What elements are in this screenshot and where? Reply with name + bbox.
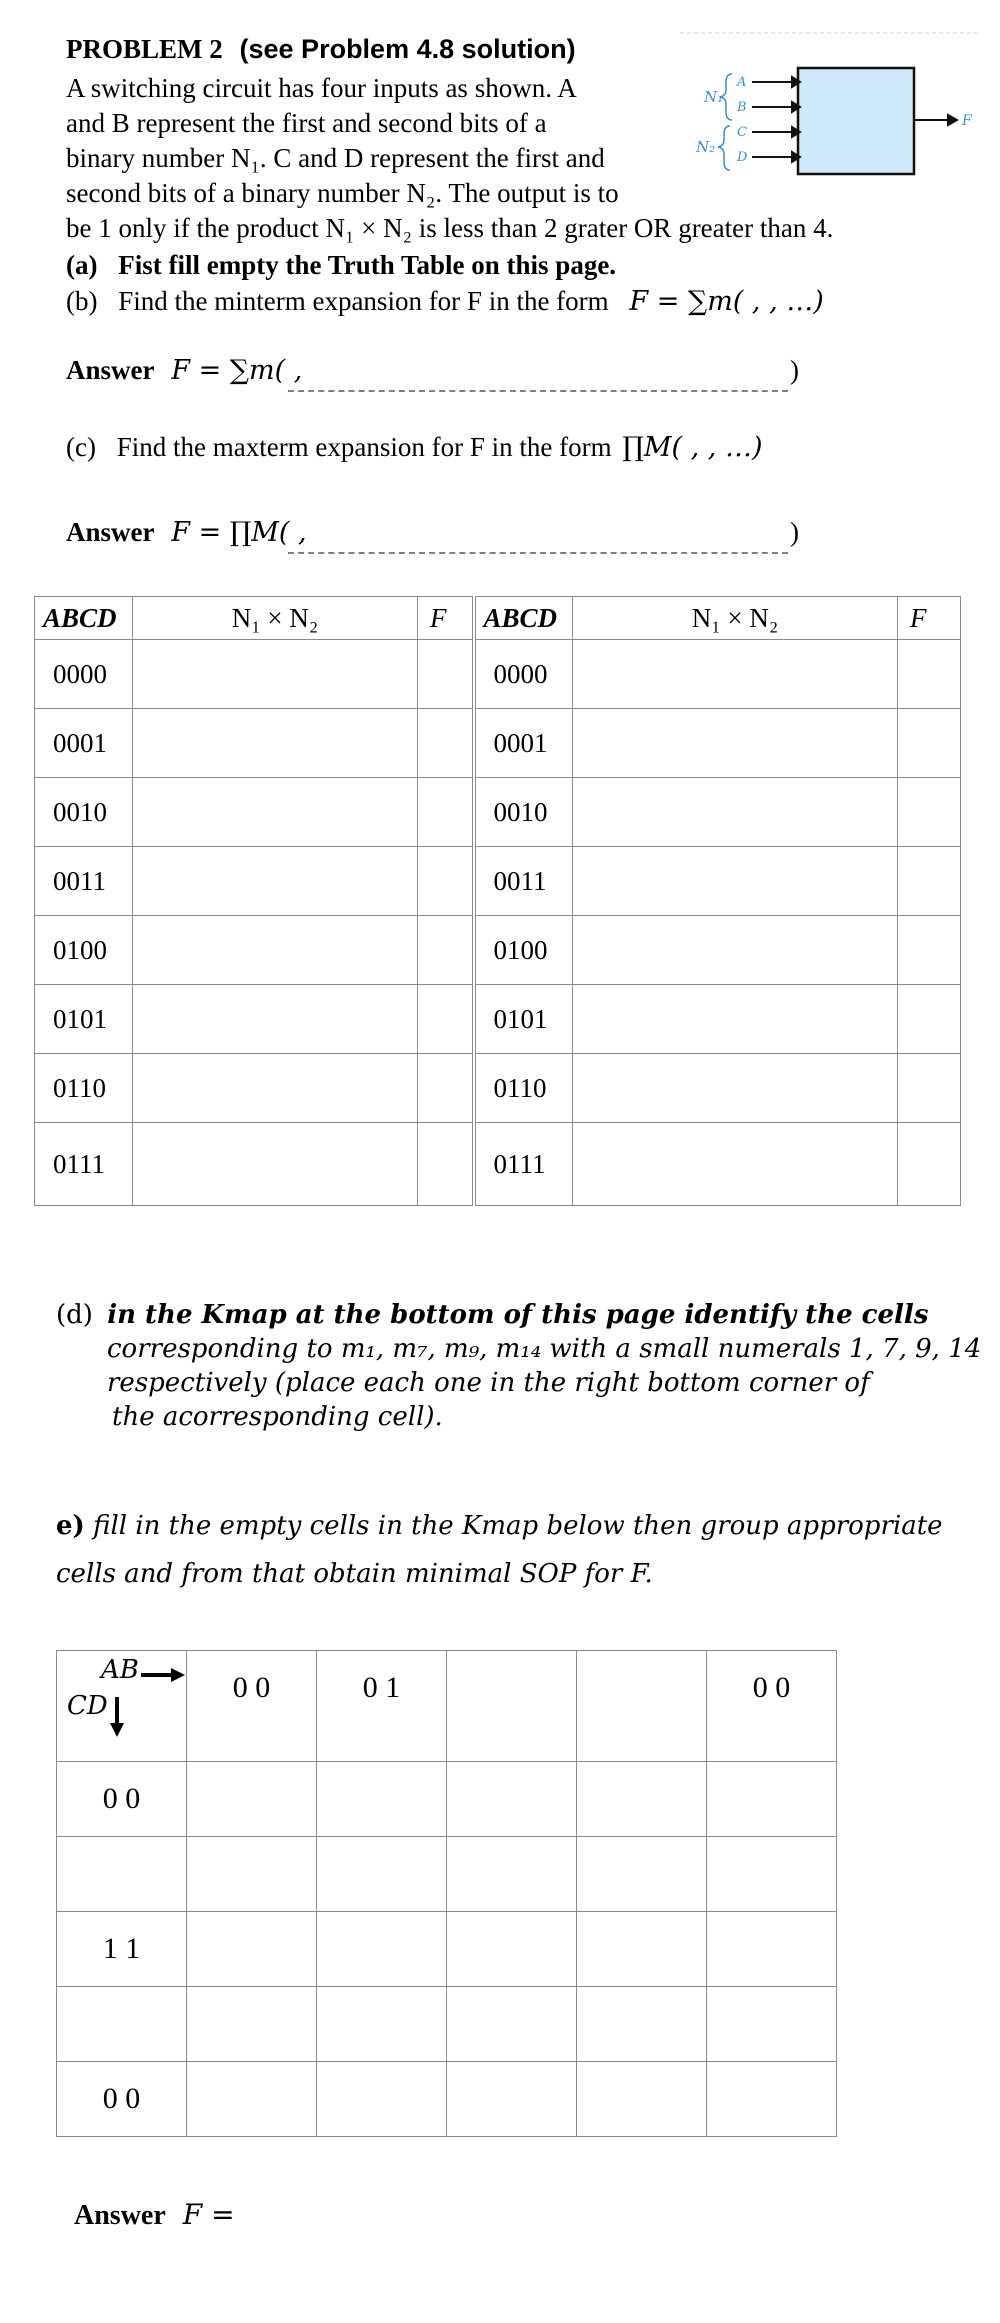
- f-cell[interactable]: [898, 1054, 961, 1123]
- f-cell[interactable]: [418, 916, 474, 985]
- kmap-header-row: [57, 1651, 837, 1762]
- table-row: [35, 847, 961, 916]
- f-cell[interactable]: [898, 778, 961, 847]
- answer-b-blank-line[interactable]: [288, 390, 788, 392]
- answer-b: [66, 355, 302, 386]
- part-b-label: (b): [66, 286, 98, 316]
- kmap-cell[interactable]: [577, 2062, 707, 2137]
- output-f-label: F: [962, 113, 972, 129]
- table-row: [35, 1054, 961, 1123]
- kmap-cell[interactable]: [707, 1912, 837, 1987]
- part-c-label: (c): [66, 432, 96, 462]
- header-f-right: F: [898, 597, 961, 640]
- kmap-col-header: 0 1: [317, 1651, 447, 1762]
- problem-title: [66, 34, 576, 65]
- header-product-right: N₁ × N₂: [573, 597, 898, 640]
- product-cell[interactable]: [133, 1054, 418, 1123]
- product-cell[interactable]: [573, 1123, 898, 1206]
- abcd-cell: 0100: [474, 916, 573, 985]
- part-c: [66, 430, 763, 465]
- kmap-cell[interactable]: [187, 1762, 317, 1837]
- final-answer: [74, 2198, 235, 2232]
- problem-description-line-1: A switching circuit has four inputs as shown. A: [66, 73, 577, 103]
- n1-brace-icon: [720, 74, 732, 120]
- table-row: [35, 709, 961, 778]
- part-a-text: Fist fill empty the Truth Table on this page.: [118, 250, 617, 280]
- f-cell[interactable]: [898, 709, 961, 778]
- f-cell[interactable]: [418, 709, 474, 778]
- truth-table: [34, 596, 961, 1206]
- kmap-cell[interactable]: [577, 1912, 707, 1987]
- problem-description-line-2: and B represent the first and second bits of a: [66, 108, 547, 138]
- product-cell[interactable]: [573, 916, 898, 985]
- n1-label: N₁: [704, 88, 724, 106]
- kmap-cell[interactable]: [317, 1762, 447, 1837]
- kmap-cell[interactable]: [447, 1762, 577, 1837]
- part-d-text-1: in the Kmap at the bottom of this page identify the cells: [107, 1300, 929, 1330]
- table-row: [35, 778, 961, 847]
- f-cell[interactable]: [898, 985, 961, 1054]
- problem-number: PROBLEM 2: [66, 34, 223, 64]
- part-d-line-3: respectively (place each one in the right bottom corner of: [107, 1368, 870, 1398]
- table-row: [35, 985, 961, 1054]
- product-cell[interactable]: [133, 778, 418, 847]
- abcd-cell: 0110: [474, 1054, 573, 1123]
- product-cell[interactable]: [133, 847, 418, 916]
- answer-b-expression: F = ∑m( ,: [171, 355, 303, 386]
- answer-c: [66, 517, 307, 548]
- kmap-cell[interactable]: [187, 2062, 317, 2137]
- kmap-cell[interactable]: [447, 1987, 577, 2062]
- kmap-col-header: 0 0: [707, 1651, 837, 1762]
- kmap-cell[interactable]: [317, 1987, 447, 2062]
- part-a: [66, 248, 616, 283]
- kmap-cell[interactable]: [577, 1837, 707, 1912]
- kmap-row-header: 0 0: [57, 2062, 187, 2137]
- abcd-cell: 0111: [35, 1123, 133, 1206]
- kmap-cell[interactable]: [707, 1762, 837, 1837]
- header-abcd-right: ABCD: [474, 597, 573, 640]
- kmap-col-header[interactable]: [577, 1651, 707, 1762]
- problem-description-line-3: binary number N₁. C and D represent the first and: [66, 143, 605, 173]
- abcd-cell: 0001: [35, 709, 133, 778]
- answer-c-expression: F = ∏M( ,: [171, 517, 307, 548]
- final-answer-label: Answer: [74, 2200, 166, 2231]
- f-cell[interactable]: [418, 1123, 474, 1206]
- product-cell[interactable]: [133, 640, 418, 709]
- table-row: [35, 640, 961, 709]
- part-c-text: Find the maxterm expansion for F in the form: [116, 432, 612, 462]
- f-cell[interactable]: [418, 985, 474, 1054]
- kmap-row-header[interactable]: [57, 1837, 187, 1912]
- part-a-label: (a): [66, 250, 98, 280]
- f-cell[interactable]: [898, 916, 961, 985]
- arrow-down-icon: [107, 1697, 127, 1737]
- part-b: [66, 284, 824, 319]
- product-cell[interactable]: [573, 640, 898, 709]
- kmap-row-header: 0 0: [57, 1762, 187, 1837]
- kmap-col-header[interactable]: [447, 1651, 577, 1762]
- kmap-cell[interactable]: [707, 2062, 837, 2137]
- abcd-cell: 0101: [474, 985, 573, 1054]
- part-d: [56, 1298, 981, 1434]
- kmap-row: [57, 1837, 837, 1912]
- arrow-right-icon: [141, 1665, 185, 1685]
- kmap-cd-label: CD: [67, 1691, 108, 1721]
- part-b-text: Find the minterm expansion for F in the form: [118, 286, 609, 316]
- kmap-col-header: 0 0: [187, 1651, 317, 1762]
- product-cell[interactable]: [133, 1123, 418, 1206]
- abcd-cell: 0100: [35, 916, 133, 985]
- input-d-label: D: [737, 150, 748, 165]
- abcd-cell: 0110: [35, 1054, 133, 1123]
- abcd-cell: 0001: [474, 709, 573, 778]
- product-cell[interactable]: [133, 709, 418, 778]
- kmap-cell[interactable]: [447, 1837, 577, 1912]
- part-e-line-2: cells and from that obtain minimal SOP for F.: [56, 1559, 653, 1589]
- table-row: [35, 1123, 961, 1206]
- problem-reference: (see Problem 4.8 solution): [239, 34, 576, 64]
- kmap-cell[interactable]: [447, 1912, 577, 1987]
- input-arrows-icon: [752, 77, 800, 162]
- answer-c-close-paren: ): [790, 517, 799, 547]
- product-cell[interactable]: [133, 985, 418, 1054]
- kmap-cell[interactable]: [577, 1987, 707, 2062]
- input-a-label: A: [737, 75, 747, 90]
- f-cell[interactable]: [418, 847, 474, 916]
- product-cell[interactable]: [573, 985, 898, 1054]
- f-cell[interactable]: [898, 1123, 961, 1206]
- input-c-label: C: [737, 125, 747, 140]
- circuit-diagram: [680, 30, 980, 190]
- abcd-cell: 0000: [474, 640, 573, 709]
- header-product-left: N₁ × N₂: [133, 597, 418, 640]
- abcd-cell: 0011: [35, 847, 133, 916]
- kmap-cell[interactable]: [317, 1912, 447, 1987]
- product-cell[interactable]: [573, 847, 898, 916]
- part-e-text-1: fill in the empty cells in the Kmap below then group appropriate: [93, 1511, 943, 1541]
- part-e-line-1: [56, 1502, 943, 1550]
- final-answer-expression: F =: [182, 2198, 235, 2231]
- input-b-label: B: [737, 100, 747, 115]
- part-d-line-4: the acorresponding cell).: [112, 1402, 443, 1432]
- problem-description-line-4: second bits of a binary number N₂. The output is to: [66, 178, 619, 208]
- kmap-row: [57, 1762, 837, 1837]
- kmap-row: [57, 1912, 837, 1987]
- abcd-cell: 0101: [35, 985, 133, 1054]
- f-cell[interactable]: [418, 640, 474, 709]
- kmap-cell[interactable]: [187, 1987, 317, 2062]
- kmap-row: [57, 1987, 837, 2062]
- abcd-cell: 0011: [474, 847, 573, 916]
- kmap-cell[interactable]: [187, 1912, 317, 1987]
- kmap-cell[interactable]: [577, 1762, 707, 1837]
- product-cell[interactable]: [573, 1054, 898, 1123]
- part-e: [56, 1502, 943, 1598]
- product-cell[interactable]: [573, 709, 898, 778]
- abcd-cell: 0000: [35, 640, 133, 709]
- header-abcd-left: ABCD: [35, 597, 133, 640]
- answer-b-close-paren: ): [790, 355, 799, 385]
- f-cell[interactable]: [418, 1054, 474, 1123]
- kmap-row: [57, 2062, 837, 2137]
- abcd-cell: 0111: [474, 1123, 573, 1206]
- n2-label: N₂: [696, 138, 716, 156]
- kmap-cell[interactable]: [187, 1837, 317, 1912]
- truth-table-header-row: [35, 597, 961, 640]
- problem-description-line-5: be 1 only if the product N₁ × N₂ is less than 2 grater OR greater than 4.: [66, 213, 834, 243]
- f-cell[interactable]: [898, 847, 961, 916]
- part-d-line-1: [56, 1298, 981, 1332]
- part-c-form: ∏M( , , …): [622, 432, 763, 463]
- answer-c-label: Answer: [66, 517, 155, 547]
- answer-c-blank-line[interactable]: [288, 552, 788, 554]
- product-cell[interactable]: [573, 778, 898, 847]
- kmap-cell[interactable]: [317, 1837, 447, 1912]
- header-f-left: F: [418, 597, 474, 640]
- kmap-ab-label: AB: [101, 1655, 139, 1685]
- kmap-row-header: 1 1: [57, 1912, 187, 1987]
- kmap: [56, 1650, 837, 2137]
- table-row: [35, 916, 961, 985]
- part-e-label: e): [56, 1511, 85, 1541]
- n2-brace-icon: [718, 126, 730, 170]
- part-b-form: F = ∑m( , , …): [629, 286, 824, 317]
- kmap-cell[interactable]: [317, 2062, 447, 2137]
- output-arrow-icon: [914, 115, 957, 125]
- answer-b-label: Answer: [66, 355, 155, 385]
- kmap-row-header[interactable]: [57, 1987, 187, 2062]
- part-d-line-2: corresponding to m₁, m₇, m₉, m₁₄ with a small numerals 1, 7, 9, 14: [107, 1334, 982, 1364]
- product-cell[interactable]: [133, 916, 418, 985]
- abcd-cell: 0010: [474, 778, 573, 847]
- abcd-cell: 0010: [35, 778, 133, 847]
- f-cell[interactable]: [418, 778, 474, 847]
- f-cell[interactable]: [898, 640, 961, 709]
- kmap-corner: [57, 1651, 187, 1762]
- kmap-cell[interactable]: [707, 1987, 837, 2062]
- circuit-block: [798, 68, 914, 174]
- kmap-cell[interactable]: [447, 2062, 577, 2137]
- kmap-cell[interactable]: [707, 1837, 837, 1912]
- part-d-label: (d): [56, 1300, 93, 1330]
